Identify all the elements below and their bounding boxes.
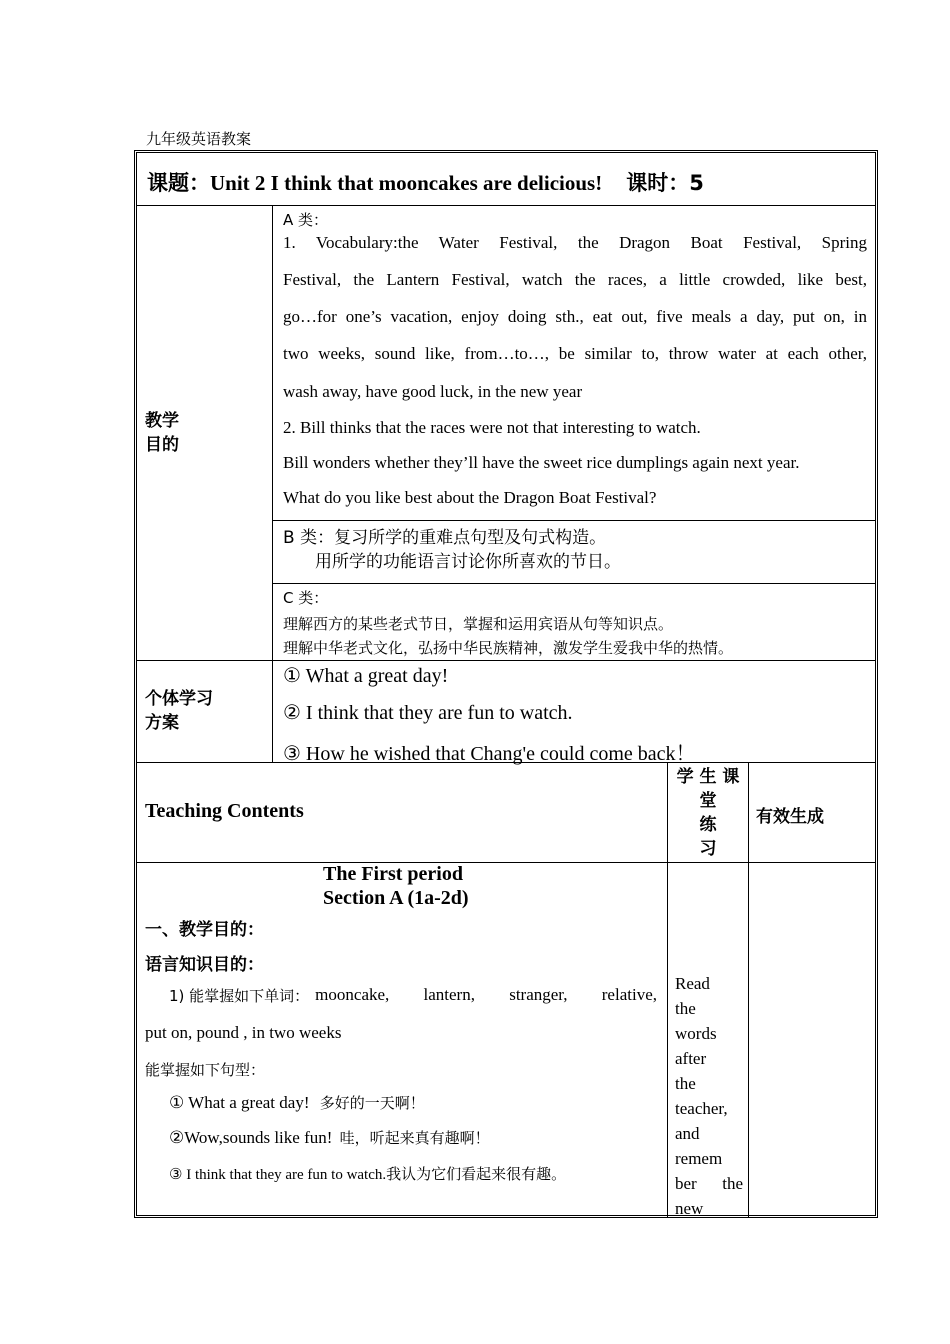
lesson-plan-table [134,150,878,1218]
divider-objectives-plan [137,660,875,661]
student-practice-header: 学 生 课 堂 练 习 [676,767,740,859]
key-sentence-3: ③ I think that they are fun to watch.我认为它们看起来很有趣。 [169,1165,567,1183]
vocab-line-5: wash away, have good luck, in the new year [283,382,583,401]
plan-item-1: ① What a great day! [283,665,449,687]
divider-a-b [272,520,875,521]
first-period-section: Section A (1a-2d) [323,887,469,909]
vocab-line-2: Festival, the Lantern Festival, watch the races, a little crowded, like best, [283,270,867,289]
c-line-1: 理解西方的某些老式节日，掌握和运用宾语从句等知识点。 [283,615,674,633]
c-line-2: 理解中华老式文化，弘扬中华民族精神，激发学生爱我中华的热情。 [283,639,734,657]
plan-item-3: ③ How he wished that Chang'e could come back！ [283,743,696,765]
teaching-contents-header: Teaching Contents [145,800,304,822]
divider-header-body [137,862,875,863]
b-line-2: 用所学的功能语言讨论你所喜欢的节日。 [315,552,621,572]
title-text: Unit 2 I think that mooncakes are delicious! [210,171,603,195]
teaching-goal-heading: 一、教学目的： [145,920,264,940]
lesson-title [147,167,704,197]
objective-sentence-2: Bill wonders whether they’ll have the sweet rice dumplings again next year. [283,453,800,472]
words-line-2: put on, pound , in two weeks [145,1023,342,1042]
words-line-1: 1) 能掌握如下单词： mooncake, lantern, stranger, relative, [169,985,657,1005]
a-heading: A 类： [283,211,329,229]
plan-item-2: ② I think that they are fun to watch. [283,702,573,724]
period-label: 课时：5 [626,171,704,195]
sentence-heading: 能掌握如下句型： [145,1061,266,1079]
effective-outcome-header: 有效生成 [756,807,824,827]
title-row [137,153,875,206]
vocab-line-1: 1. Vocabulary:the Water Festival, the Dragon Boat Festival, Spring [283,233,867,252]
key-sentence-1: ① What a great day! 多好的一天啊！ [169,1093,425,1112]
title-label: 课题： [147,171,210,195]
b-heading: B 类：复习所学的重难点句型及句式构造。 [283,528,607,548]
divider-label-column [272,205,273,762]
key-sentence-2: ②Wow,sounds like fun! 哇，听起来真有趣啊！ [169,1128,490,1147]
language-knowledge-heading: 语言知识目的： [145,955,264,975]
document-header-note: 九年级英语教案 [146,132,252,148]
objective-sentence-3: What do you like best about the Dragon Boat Festival? [283,488,657,507]
individual-plan-label: 个体学习 方案 [145,689,213,733]
vocab-line-3: go…for one’s vacation, enjoy doing sth., eat out, five meals a day, put on, in [283,307,867,326]
objective-sentence-1: 2. Bill thinks that the races were not that interesting to watch. [283,418,701,437]
c-heading: C 类： [283,589,329,607]
divider-outcome-column [748,762,749,1218]
objectives-label: 教学 目的 [145,411,179,455]
student-practice-text: Read the words after the teacher, and remem ber the new [675,974,743,1218]
divider-b-c [272,583,875,584]
first-period-title: The First period [323,863,463,885]
vocab-line-4: two weeks, sound like, from…to…, be similar to, throw water at each other, [283,344,867,363]
divider-practice-column [667,762,668,1218]
